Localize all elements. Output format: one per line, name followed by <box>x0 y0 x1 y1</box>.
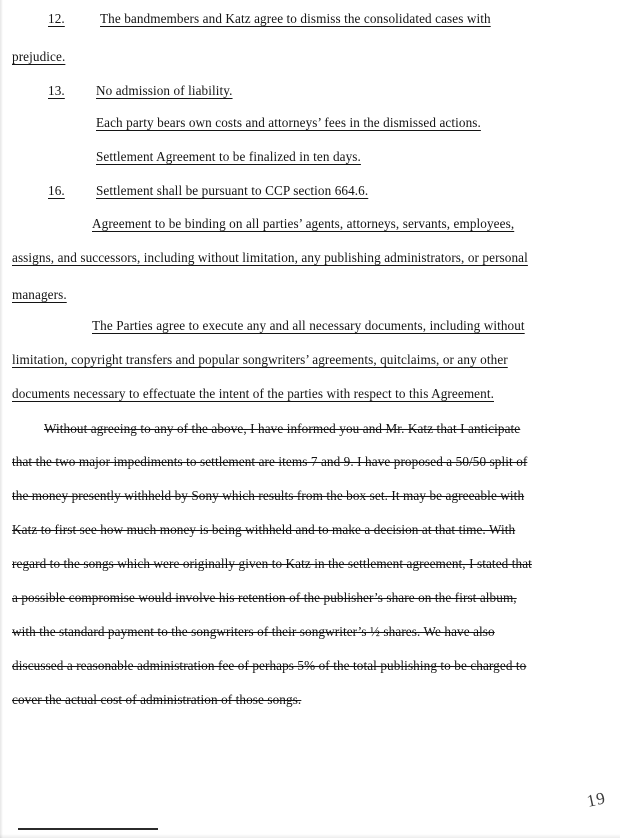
execution-paragraph-line-3 <box>12 375 494 413</box>
item-16-line-3 <box>12 239 528 277</box>
item-12-line-1 <box>100 0 491 38</box>
struck-paragraph-line-3 <box>12 477 524 515</box>
item-12-line-2-text: prejudice. <box>12 49 66 64</box>
item-13-line-2 <box>96 104 481 142</box>
struck-paragraph-line-2 <box>12 443 527 481</box>
struck-paragraph-line-5 <box>12 545 532 583</box>
struck-paragraph-line-8-text: discussed a reasonable administration fee of perhaps 5% of the total publishing to be charged to <box>12 658 527 673</box>
item-12-line-2 <box>12 38 65 76</box>
item-16-line-1-text: Settlement shall be pursuant to CCP section 664.6. <box>96 183 369 198</box>
list-number-12: 12. <box>48 11 65 26</box>
struck-paragraph-line-1-text: Without agreeing to any of the above, I have informed you and Mr. Katz that I anticipate <box>44 421 521 436</box>
item-16-line-4 <box>12 276 67 314</box>
struck-paragraph-line-9-text: cover the actual cost of administration of those songs. <box>12 692 302 707</box>
item-16-line-4-text: managers. <box>12 287 67 302</box>
struck-paragraph-line-4 <box>12 511 515 549</box>
execution-paragraph-line-3-text: documents necessary to effectuate the intent of the parties with respect to this Agreement. <box>12 386 494 401</box>
struck-paragraph-line-3-text: the money presently withheld by Sony which results from the box set. It may be agreeable with <box>12 488 525 503</box>
execution-paragraph-line-1 <box>92 307 525 345</box>
struck-paragraph-line-6 <box>12 579 517 617</box>
scan-edge-shadow-bottom <box>0 834 620 838</box>
struck-paragraph-line-7 <box>12 613 495 651</box>
item-12-line-1-text: The bandmembers and Katz agree to dismiss the consolidated cases with <box>100 11 491 26</box>
struck-paragraph-line-5-text: regard to the songs which were originally given to Katz in the settlement agreement, I stated that <box>12 556 532 571</box>
struck-paragraph-line-2-text: that the two major impediments to settlement are items 7 and 9. I have proposed a 50/50 split of <box>12 454 528 469</box>
handwritten-page-number: 19 <box>585 788 608 811</box>
execution-paragraph-line-2 <box>12 341 508 379</box>
execution-paragraph-line-1-text: The Parties agree to execute any and all necessary documents, including without <box>92 318 525 333</box>
item-16-line-3-text: assigns, and successors, including without limitation, any publishing administrators, or personal <box>12 250 528 265</box>
item-13-line-3 <box>96 138 361 176</box>
footer-rule-line <box>18 828 158 830</box>
item-13-line-2-text: Each party bears own costs and attorneys’ fees in the dismissed actions. <box>96 115 481 130</box>
struck-paragraph-line-4-text: Katz to first see how much money is being withheld and to make a decision at that time. With <box>12 522 516 537</box>
struck-paragraph-line-8 <box>12 647 526 685</box>
item-16-line-2-text: Agreement to be binding on all parties’ agents, attorneys, servants, employees, <box>92 216 515 231</box>
item-13-line-3-text: Settlement Agreement to be finalized in ten days. <box>96 149 361 164</box>
item-16-line-2 <box>92 205 514 243</box>
item-13-line-1-text: No admission of liability. <box>96 83 233 98</box>
struck-paragraph-line-9 <box>12 681 301 719</box>
list-number-13: 13. <box>48 83 65 98</box>
struck-paragraph-line-7-text: with the standard payment to the songwriters of their songwriter’s ½ shares. We have also <box>12 624 495 639</box>
list-number-16: 16. <box>48 183 65 198</box>
struck-paragraph-line-6-text: a possible compromise would involve his retention of the publisher’s share on the first album, <box>12 590 517 605</box>
scan-edge-shadow-left <box>0 0 3 838</box>
execution-paragraph-line-2-text: limitation, copyright transfers and popular songwriters’ agreements, quitclaims, or any other <box>12 352 508 367</box>
